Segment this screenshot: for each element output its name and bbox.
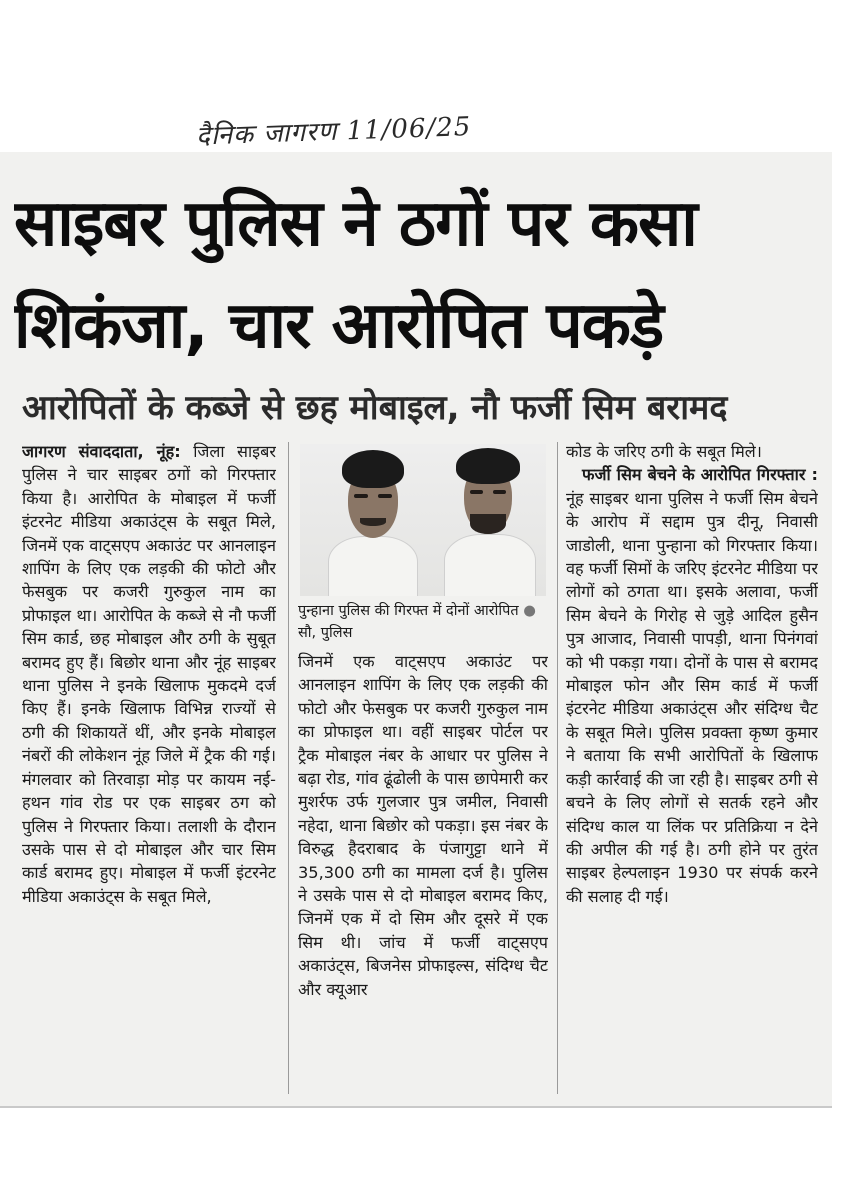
article-column-3	[566, 440, 818, 1094]
eyebrow	[493, 490, 506, 494]
eyebrow	[470, 490, 483, 494]
column-3-text: नूंह साइबर थाना पुलिस ने फर्जी सिम बेचने के आरोप में सद्दाम पुत्र दीनू, निवासी जाडोली, थाना पुन्हाना को गिरफ्तार किया। वह फर्जी सिमों के जरिए इंटरनेट मीडिया पर लोगों को ठगता था। इसके अलावा, फर्जी सिम बेचने के गिरोह से जुड़े आदिल हुसैन पुत्र आजाद, निवासी पापड़ी, थाना पिनंगवां को भी पकड़ा गया। दोनों के पास से बरामद मोबाइल फोन और सिम कार्ड में फर्जी इंटरनेट मीडिया अकाउंट्स और संदिग्ध चैट के सबूत मिले। पुलिस प्रवक्ता कृष्ण कुमार ने बताया कि सभी आरोपितों के खिलाफ कड़ी कार्रवाई की जा रही है। साइबर ठगी से बचने के लिए लोगों से सतर्क रहने और संदिग्ध काल या लिंक पर प्रतिक्रिया न देने की अपील की गई है। ठगी होने पर तुरंत साइबर हेल्पलाइन 1930 पर संपर्क करने की सलाह दी गई।	[566, 488, 818, 906]
credit-separator: ●	[523, 603, 536, 619]
beard	[470, 514, 506, 534]
handwritten-source-note: दैनिक जागरण 11/06/25	[195, 112, 472, 152]
column-divider	[557, 442, 558, 1094]
photo-credit: सौ, पुलिस	[298, 625, 353, 641]
moustache	[360, 518, 386, 526]
eyebrow	[378, 494, 392, 498]
photo-caption	[298, 600, 550, 646]
headline-line-1: साइबर पुलिस ने ठगों पर कसा	[14, 187, 697, 261]
article-column-1	[22, 440, 276, 1094]
section-subheading: फर्जी सिम बेचने के आरोपित गिरफ्तार :	[582, 465, 818, 485]
byline: जागरण संवाददाता, नूंह:	[22, 442, 181, 461]
subheadline: आरोपितों के कब्जे से छह मोबाइल, नौ फर्जी सिम बरामद	[22, 388, 728, 428]
eyebrow	[354, 494, 368, 498]
column-1-text: जिला साइबर पुलिस ने चार साइबर ठगों को गिरफ्तार किया है। आरोपित के मोबाइल में फर्जी इंटरनेट मीडिया अकाउंट्स के सबूत मिले, जिनमें एक वाट्सएप अकाउंट पर आनलाइन शापिंग के लिए एक लड़की की फोटो और फेसबुक पर कजरी गुरुकुल नाम का प्रोफाइल था। आरोपित के कब्जे से नौ फर्जी सिम कार्ड, छह मोबाइल और ठगी के सुबूत बरामद हुए हैं। बिछोर थाना और नूंह साइबर थाना पुलिस ने इनके खिलाफ मुकदमे दर्ज किए हैं। इनके खिलाफ विभिन्न राज्यों से ठगी की शिकायतें थीं, और इनके मोबाइल नंबरों की लोकेशन नूंह जिले में ट्रैक की गई। मंगलवार को तिरवाड़ा मोड़ पर कायम नई-हथन गांव रोड पर एक साइबर ठग को पुलिस ने गिरफ्तार किया। तलाशी के दौरान उसके पास से दो मोबाइल और चार सिम कार्ड बरामद हुए। मोबाइल में फर्जी इंटरनेट मीडिया अकाउंट्स के सबूत मिले,	[22, 442, 276, 906]
column-2-text: जिनमें एक वाट्सएप अकाउंट पर आनलाइन शापिंग के लिए एक लड़की की फोटो और फेसबुक पर कजरी गुरुकुल नाम का प्रोफाइल था। वहीं साइबर पोर्टल पर ट्रैक मोबाइल नंबर के आधार पर पुलिस ने बढ़ा रोड, गांव ढूंढोली के पास छापेमारी कर मुशर्रफ उर्फ गुलजार पुत्र जमील, निवासी नहेदा, थाना बिछोर को पकड़ा। इस नंबर के विरुद्ध हैदराबाद के पंजागुट्टा थाने में 35,300 ठगी का मामला दर्ज है। पुलिस ने उसके पास से दो मोबाइल बरामद किए, जिनमें एक में दो सिम और दूसरे में एक सिम थी। जांच में फर्जी वाट्सएप अकाउंट्स, बिजनेस प्रोफाइल्स, संदिग्ध चैट और क्यूआर	[298, 652, 548, 999]
accused-photo	[300, 444, 546, 596]
column-3-lead: कोड के जरिए ठगी के सबूत मिले।	[566, 442, 762, 461]
hair	[456, 448, 520, 484]
shirt	[328, 536, 418, 596]
photo-caption-text: पुन्हाना पुलिस की गिरफ्त में दोनों आरोपित	[298, 603, 519, 619]
clipping-bottom-edge	[0, 1106, 832, 1108]
shirt	[444, 534, 536, 596]
column-divider	[288, 442, 289, 1094]
article-column-2	[298, 650, 548, 1100]
headline-line-2: शिकंजा, चार आरोपित पकड़े	[14, 289, 664, 363]
accused-person-right	[438, 444, 538, 596]
accused-person-left	[322, 444, 422, 596]
hair	[342, 450, 404, 488]
